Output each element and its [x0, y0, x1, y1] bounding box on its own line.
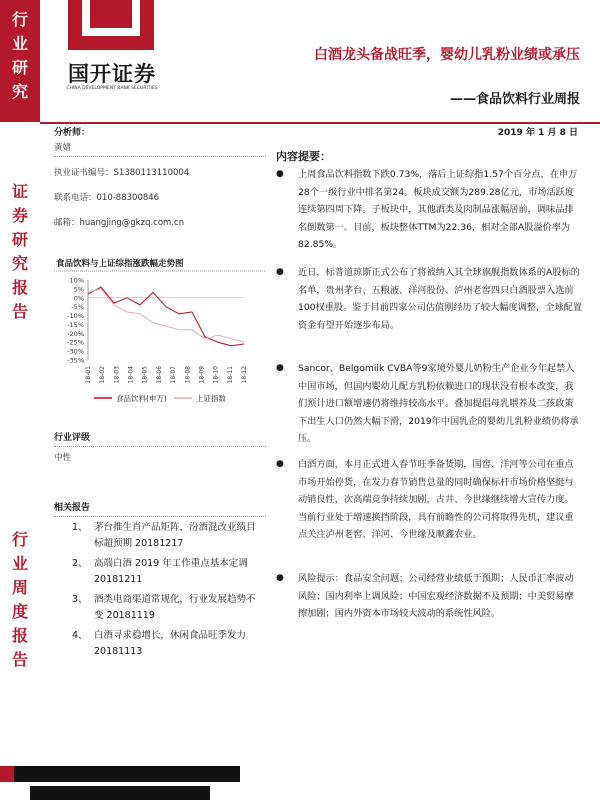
y-tick-label: 5% — [73, 285, 84, 294]
side-band-mid — [0, 122, 40, 500]
bullet-dot-icon: ● — [276, 459, 284, 469]
x-tick-label: 18-07 — [170, 366, 178, 384]
analyst-email — [54, 216, 266, 228]
band-char: 行 — [11, 10, 28, 29]
related-reports — [54, 500, 266, 670]
email-label: 邮箱： — [54, 218, 80, 228]
related-heading: 相关报告 — [54, 500, 266, 517]
x-tick-label: 18-11 — [226, 366, 234, 384]
bullet-dot-icon: ● — [276, 573, 284, 583]
band-char: 究 — [11, 82, 28, 101]
y-tick-label: -20% — [67, 329, 84, 338]
footer-accent — [0, 766, 14, 782]
related-item-num: 2、 — [72, 558, 88, 569]
series-line-1 — [88, 287, 244, 346]
band-char: 报 — [11, 278, 28, 297]
chart-legend — [94, 393, 226, 403]
related-item-text: 白酒寻求稳增长，休闲食品旺季发力 20181113 — [94, 630, 247, 657]
company-logo — [58, 0, 166, 100]
analyst-heading: 分析师： — [54, 128, 91, 138]
band-char: 行 — [11, 530, 28, 549]
band-char: 证 — [11, 182, 28, 201]
x-tick-label: 18-08 — [184, 366, 192, 384]
report-title: 白酒龙头备战旺季，婴幼儿乳粉业绩或承压 — [314, 47, 580, 63]
x-tick-label: 18-10 — [212, 366, 220, 384]
side-band-mid-text — [8, 180, 32, 324]
cert-number: S1380113110004 — [113, 168, 190, 178]
x-tick-label: 18-09 — [198, 366, 206, 384]
side-band-top-text — [8, 8, 32, 104]
logo-name-en: CHINA DEVELOPMENT BANK SECURITIES — [66, 86, 158, 91]
y-tick-label: -30% — [67, 347, 84, 356]
analyst-section — [54, 125, 266, 228]
band-char: 研 — [11, 230, 28, 249]
side-band-low-text — [8, 528, 32, 672]
summary-bullet-text: 近日，标普道琼斯正式公布了将被纳入其全球旗舰指数体系的A股标的名单，贵州茅台、五粮液、洋河股份、泸州老窖四只白酒股票入选前100权重股。鉴于目前四家公司估值刚经历了较大幅度调整，全球配置资金有望开始逐步布局。 — [298, 267, 582, 331]
band-char: 报 — [11, 626, 28, 645]
rating-value: 中性 — [54, 453, 72, 463]
y-tick-label: -35% — [67, 356, 84, 365]
summary-bullet-text: 上周食品饮料指数下跌0.73%，落后上证综指1.57个百分点，在申万28个一级行业中排名第24。板块成交额为289.28亿元，市场活跃度连续第四周下降。子板块中，其他酒类及肉制品涨幅居前，调味品排名倒数第一。目前，板块整体TTM为22.36，相对全部A股溢价率为82.85%。 — [298, 169, 578, 250]
legend-label: 上证指数 — [196, 394, 226, 403]
summary-bullet-text: 白酒方面，本月正式进入春节旺季备货期，国窖、洋河等公司在重点市场开始停货，在发力春节销售总量的同时确保标杆市场价格坚挺与动销良性，次高端竞争持续加剧，古井、今世缘继续增大宣传力度。当前行业处于增速换挡阶段，具有前瞻性的公司将取得先机，建议重点关注泸州老窖、洋河、今世缘及顺鑫农业。 — [298, 459, 574, 540]
email-address[interactable]: huangjing@gkzq.com.cn — [79, 218, 185, 228]
band-char: 告 — [11, 650, 28, 669]
logo-mark-icon — [68, 0, 154, 50]
band-char: 周 — [11, 578, 28, 597]
related-item-text: 高端白酒 2019 年工作重点基本定调 20181211 — [94, 558, 248, 585]
logo-name-cn: 国开证券 — [68, 61, 156, 86]
band-char: 告 — [11, 302, 28, 321]
analyst-name: 黄婧 — [54, 138, 266, 157]
x-tick-label: 18-05 — [141, 366, 149, 384]
x-tick-label: 18-04 — [127, 366, 135, 384]
x-tick-label: 18-02 — [99, 366, 107, 384]
bullet-dot-icon: ● — [276, 169, 284, 179]
band-char: 业 — [11, 554, 28, 573]
bullet-dot-icon: ● — [276, 267, 284, 277]
series-line-2 — [88, 289, 244, 342]
related-item-num: 4、 — [72, 630, 88, 641]
related-item-text: 酒类电商渠道常规化，行业发展趋势不变 20181119 — [94, 594, 256, 621]
band-char: 业 — [11, 34, 28, 53]
cert-label: 执业证书编号： — [54, 168, 114, 178]
chart-title: 食品饮料与上证综指涨跌幅走势图 — [56, 259, 184, 269]
summary-bullet-text: Sancor、Belgomilk CVBA等9家境外婴儿奶粉生产企业今年起禁入中国市场，但国内婴幼儿配方乳粉依赖进口的现状没有根本改变，我们预计进口额增速仍将维持较高水平。叠加提倡母乳喂养及二孩政策下出生人口仍然大幅下滑，2019年中国乳企的婴幼儿乳粉业绩仍将承压。 — [298, 363, 579, 444]
band-char: 究 — [11, 254, 28, 273]
x-tick-label: 18-06 — [155, 366, 163, 384]
y-tick-label: -10% — [67, 312, 84, 321]
rating-section — [54, 430, 266, 463]
summary-bullet-text: 风险提示：食品安全问题；公司经营业绩低于预期；人民币汇率波动风险；国内利率上调风险；中国宏观经济数据不及预期；中美贸易摩擦加剧；国内外资本市场较大波动的系统性风险。 — [298, 573, 574, 619]
x-tick-label: 18-12 — [241, 366, 248, 384]
report-subtitle: ——食品饮料行业周报 — [449, 92, 580, 107]
summary-heading: 内容提要： — [276, 150, 331, 163]
performance-chart — [54, 258, 266, 414]
y-tick-label: 0% — [73, 294, 84, 303]
y-tick-label: -25% — [67, 338, 84, 347]
phone-label: 联系电话： — [54, 193, 97, 203]
bullet-dot-icon: ● — [276, 363, 284, 373]
footer-block — [30, 786, 210, 800]
y-tick-label: 10% — [69, 276, 84, 285]
related-item-num: 3、 — [72, 594, 88, 605]
side-band-low — [0, 500, 40, 690]
y-tick-label: -5% — [71, 303, 84, 312]
header-divider — [40, 122, 600, 124]
phone-number: 010-88300846 — [96, 193, 160, 203]
related-item-text: 茅台推生肖产品矩阵，汾酒混改业绩目标超预期 20181217 — [94, 522, 256, 549]
report-date: 2019 年 1 月 8 日 — [497, 128, 578, 138]
band-char: 研 — [11, 58, 28, 77]
x-tick-label: 18-03 — [113, 366, 121, 384]
band-char: 券 — [11, 206, 28, 225]
x-tick-label: 18-01 — [85, 366, 92, 384]
analyst-cert — [54, 166, 266, 178]
chart-svg — [54, 258, 266, 414]
rating-heading: 行业评级 — [54, 430, 266, 447]
footer-bar — [0, 766, 240, 782]
analyst-phone — [54, 191, 266, 203]
y-tick-label: -15% — [67, 320, 84, 329]
side-band-top — [0, 0, 40, 122]
band-char: 度 — [11, 602, 28, 621]
legend-label: 食品饮料(申万) — [116, 394, 167, 403]
chart-plot-area — [67, 277, 248, 384]
related-item-num: 1、 — [72, 522, 88, 533]
